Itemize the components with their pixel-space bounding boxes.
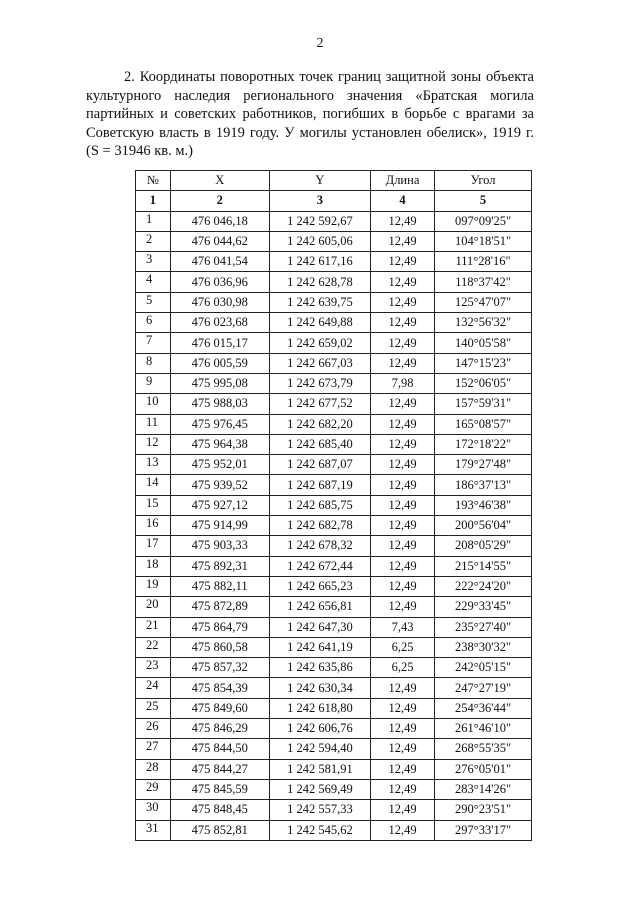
cell-length: 12,49 <box>370 353 434 373</box>
cell-angle: 254°36'44" <box>435 698 532 718</box>
cell-x: 475 964,38 <box>170 434 269 454</box>
cell-angle: 179°27'48" <box>435 455 532 475</box>
cell-number: 17 <box>136 536 171 556</box>
cell-x: 475 852,81 <box>170 820 269 840</box>
cell-length: 12,49 <box>370 739 434 759</box>
cell-number: 27 <box>136 739 171 759</box>
cell-length: 12,49 <box>370 292 434 312</box>
column-index: 1 <box>136 191 171 211</box>
cell-length: 12,49 <box>370 272 434 292</box>
cell-length: 12,49 <box>370 434 434 454</box>
cell-angle: 125°47'07" <box>435 292 532 312</box>
cell-angle: 118°37'42" <box>435 272 532 292</box>
cell-number: 14 <box>136 475 171 495</box>
cell-number: 15 <box>136 495 171 515</box>
cell-angle: 297°33'17" <box>435 820 532 840</box>
table-row <box>136 373 532 393</box>
cell-y: 1 242 641,19 <box>269 637 370 657</box>
cell-length: 12,49 <box>370 597 434 617</box>
cell-number: 11 <box>136 414 171 434</box>
cell-angle: 229°33'45" <box>435 597 532 617</box>
cell-x: 475 976,45 <box>170 414 269 434</box>
cell-y: 1 242 605,06 <box>269 231 370 251</box>
cell-x: 475 914,99 <box>170 516 269 536</box>
cell-number: 18 <box>136 556 171 576</box>
cell-number: 24 <box>136 678 171 698</box>
coordinates-table <box>135 170 532 841</box>
cell-length: 12,49 <box>370 231 434 251</box>
cell-number: 16 <box>136 516 171 536</box>
cell-length: 12,49 <box>370 678 434 698</box>
header-angle: Угол <box>435 171 532 191</box>
header-x: X <box>170 171 269 191</box>
cell-x: 476 023,68 <box>170 313 269 333</box>
cell-angle: 276°05'01" <box>435 759 532 779</box>
header-y: Y <box>269 171 370 191</box>
table-row <box>136 637 532 657</box>
cell-number: 13 <box>136 455 171 475</box>
cell-angle: 242°05'15" <box>435 658 532 678</box>
cell-number: 5 <box>136 292 171 312</box>
cell-length: 12,49 <box>370 800 434 820</box>
cell-length: 12,49 <box>370 698 434 718</box>
table-header-row <box>136 171 532 191</box>
cell-y: 1 242 667,03 <box>269 353 370 373</box>
cell-number: 25 <box>136 698 171 718</box>
cell-length: 12,49 <box>370 475 434 495</box>
cell-length: 12,49 <box>370 333 434 353</box>
cell-number: 3 <box>136 252 171 272</box>
header-length: Длина <box>370 171 434 191</box>
cell-x: 475 844,27 <box>170 759 269 779</box>
cell-x: 476 041,54 <box>170 252 269 272</box>
cell-number: 2 <box>136 231 171 251</box>
cell-number: 31 <box>136 820 171 840</box>
table-row <box>136 516 532 536</box>
intro-paragraph: 2. Координаты поворотных точек границ защитной зоны объекта культурного наследия регионального значения «Братская могила партийных и советских работников, погибших в борьбе с врагами за Советскую власть в 1919 году. У могилы установлен обелиск», 1919 г. (S = 31946 кв. м.) <box>86 69 534 159</box>
cell-length: 12,49 <box>370 394 434 414</box>
cell-length: 12,49 <box>370 719 434 739</box>
table-row <box>136 434 532 454</box>
cell-angle: 186°37'13" <box>435 475 532 495</box>
cell-number: 9 <box>136 373 171 393</box>
cell-angle: 104°18'51" <box>435 231 532 251</box>
cell-x: 475 848,45 <box>170 800 269 820</box>
cell-y: 1 242 673,79 <box>269 373 370 393</box>
cell-y: 1 242 685,40 <box>269 434 370 454</box>
cell-length: 12,49 <box>370 759 434 779</box>
cell-y: 1 242 672,44 <box>269 556 370 576</box>
cell-y: 1 242 628,78 <box>269 272 370 292</box>
cell-x: 475 849,60 <box>170 698 269 718</box>
cell-y: 1 242 617,16 <box>269 252 370 272</box>
cell-length: 12,49 <box>370 414 434 434</box>
table-row <box>136 292 532 312</box>
cell-x: 475 872,89 <box>170 597 269 617</box>
cell-angle: 208°05'29" <box>435 536 532 556</box>
cell-y: 1 242 557,33 <box>269 800 370 820</box>
table-row <box>136 455 532 475</box>
cell-length: 12,49 <box>370 211 434 231</box>
cell-x: 475 857,32 <box>170 658 269 678</box>
cell-x: 476 044,62 <box>170 231 269 251</box>
cell-x: 475 892,31 <box>170 556 269 576</box>
table-row <box>136 414 532 434</box>
cell-length: 12,49 <box>370 516 434 536</box>
cell-number: 22 <box>136 637 171 657</box>
table-body <box>136 211 532 840</box>
table-row <box>136 475 532 495</box>
cell-x: 476 005,59 <box>170 353 269 373</box>
table-row <box>136 658 532 678</box>
cell-y: 1 242 682,20 <box>269 414 370 434</box>
cell-x: 475 860,58 <box>170 637 269 657</box>
table-row <box>136 820 532 840</box>
cell-y: 1 242 682,78 <box>269 516 370 536</box>
cell-y: 1 242 635,86 <box>269 658 370 678</box>
cell-number: 20 <box>136 597 171 617</box>
table-row <box>136 353 532 373</box>
cell-x: 475 846,29 <box>170 719 269 739</box>
cell-angle: 268°55'35" <box>435 739 532 759</box>
cell-x: 476 030,98 <box>170 292 269 312</box>
cell-y: 1 242 592,67 <box>269 211 370 231</box>
cell-number: 8 <box>136 353 171 373</box>
cell-y: 1 242 687,19 <box>269 475 370 495</box>
cell-y: 1 242 581,91 <box>269 759 370 779</box>
cell-x: 475 988,03 <box>170 394 269 414</box>
cell-length: 12,49 <box>370 820 434 840</box>
table-row <box>136 556 532 576</box>
table-row <box>136 333 532 353</box>
cell-y: 1 242 685,75 <box>269 495 370 515</box>
cell-y: 1 242 545,62 <box>269 820 370 840</box>
cell-angle: 215°14'55" <box>435 556 532 576</box>
cell-length: 12,49 <box>370 495 434 515</box>
cell-x: 475 952,01 <box>170 455 269 475</box>
table-row <box>136 272 532 292</box>
cell-y: 1 242 687,07 <box>269 455 370 475</box>
table-row <box>136 495 532 515</box>
cell-number: 7 <box>136 333 171 353</box>
cell-number: 26 <box>136 719 171 739</box>
page-number: 2 <box>316 36 324 51</box>
cell-angle: 193°46'38" <box>435 495 532 515</box>
cell-length: 12,49 <box>370 576 434 596</box>
cell-length: 7,43 <box>370 617 434 637</box>
cell-length: 12,49 <box>370 313 434 333</box>
cell-length: 12,49 <box>370 536 434 556</box>
table-row <box>136 779 532 799</box>
section-heading <box>86 68 534 161</box>
cell-length: 6,25 <box>370 658 434 678</box>
table-row <box>136 597 532 617</box>
cell-y: 1 242 677,52 <box>269 394 370 414</box>
table-row <box>136 394 532 414</box>
cell-number: 21 <box>136 617 171 637</box>
cell-y: 1 242 649,88 <box>269 313 370 333</box>
cell-number: 6 <box>136 313 171 333</box>
column-index: 2 <box>170 191 269 211</box>
cell-number: 29 <box>136 779 171 799</box>
cell-angle: 261°46'10" <box>435 719 532 739</box>
table-row <box>136 576 532 596</box>
cell-y: 1 242 594,40 <box>269 739 370 759</box>
cell-angle: 152°06'05" <box>435 373 532 393</box>
cell-length: 12,49 <box>370 556 434 576</box>
cell-angle: 157°59'31" <box>435 394 532 414</box>
cell-angle: 097°09'25" <box>435 211 532 231</box>
table-row <box>136 678 532 698</box>
cell-y: 1 242 639,75 <box>269 292 370 312</box>
cell-y: 1 242 665,23 <box>269 576 370 596</box>
cell-angle: 165°08'57" <box>435 414 532 434</box>
cell-angle: 172°18'22" <box>435 434 532 454</box>
cell-angle: 290°23'51" <box>435 800 532 820</box>
cell-x: 475 845,59 <box>170 779 269 799</box>
cell-y: 1 242 678,32 <box>269 536 370 556</box>
cell-angle: 222°24'20" <box>435 576 532 596</box>
cell-y: 1 242 630,34 <box>269 678 370 698</box>
cell-number: 30 <box>136 800 171 820</box>
column-index: 5 <box>435 191 532 211</box>
table-row <box>136 231 532 251</box>
cell-x: 475 927,12 <box>170 495 269 515</box>
cell-angle: 147°15'23" <box>435 353 532 373</box>
cell-y: 1 242 569,49 <box>269 779 370 799</box>
table-row <box>136 800 532 820</box>
cell-x: 476 036,96 <box>170 272 269 292</box>
cell-x: 475 864,79 <box>170 617 269 637</box>
column-index: 4 <box>370 191 434 211</box>
table-row <box>136 617 532 637</box>
table-row <box>136 739 532 759</box>
cell-y: 1 242 606,76 <box>269 719 370 739</box>
column-index: 3 <box>269 191 370 211</box>
cell-x: 475 844,50 <box>170 739 269 759</box>
cell-angle: 247°27'19" <box>435 678 532 698</box>
cell-y: 1 242 656,81 <box>269 597 370 617</box>
table-row <box>136 698 532 718</box>
cell-length: 12,49 <box>370 455 434 475</box>
cell-angle: 132°56'32" <box>435 313 532 333</box>
cell-y: 1 242 659,02 <box>269 333 370 353</box>
cell-number: 1 <box>136 211 171 231</box>
cell-x: 475 854,39 <box>170 678 269 698</box>
cell-x: 476 046,18 <box>170 211 269 231</box>
table-row <box>136 211 532 231</box>
cell-length: 6,25 <box>370 637 434 657</box>
cell-angle: 238°30'32" <box>435 637 532 657</box>
cell-x: 475 903,33 <box>170 536 269 556</box>
cell-y: 1 242 647,30 <box>269 617 370 637</box>
cell-number: 28 <box>136 759 171 779</box>
cell-length: 7,98 <box>370 373 434 393</box>
table-row <box>136 252 532 272</box>
cell-length: 12,49 <box>370 779 434 799</box>
cell-angle: 140°05'58" <box>435 333 532 353</box>
cell-angle: 235°27'40" <box>435 617 532 637</box>
cell-length: 12,49 <box>370 252 434 272</box>
cell-x: 476 015,17 <box>170 333 269 353</box>
column-index-row <box>136 191 532 211</box>
cell-angle: 283°14'26" <box>435 779 532 799</box>
cell-number: 12 <box>136 434 171 454</box>
table-row <box>136 759 532 779</box>
cell-x: 475 995,08 <box>170 373 269 393</box>
cell-x: 475 939,52 <box>170 475 269 495</box>
cell-angle: 200°56'04" <box>435 516 532 536</box>
table-row <box>136 313 532 333</box>
cell-y: 1 242 618,80 <box>269 698 370 718</box>
cell-number: 23 <box>136 658 171 678</box>
table-row <box>136 536 532 556</box>
cell-number: 10 <box>136 394 171 414</box>
header-number: № <box>136 171 171 191</box>
cell-x: 475 882,11 <box>170 576 269 596</box>
cell-number: 4 <box>136 272 171 292</box>
table-row <box>136 719 532 739</box>
cell-number: 19 <box>136 576 171 596</box>
cell-angle: 111°28'16" <box>435 252 532 272</box>
